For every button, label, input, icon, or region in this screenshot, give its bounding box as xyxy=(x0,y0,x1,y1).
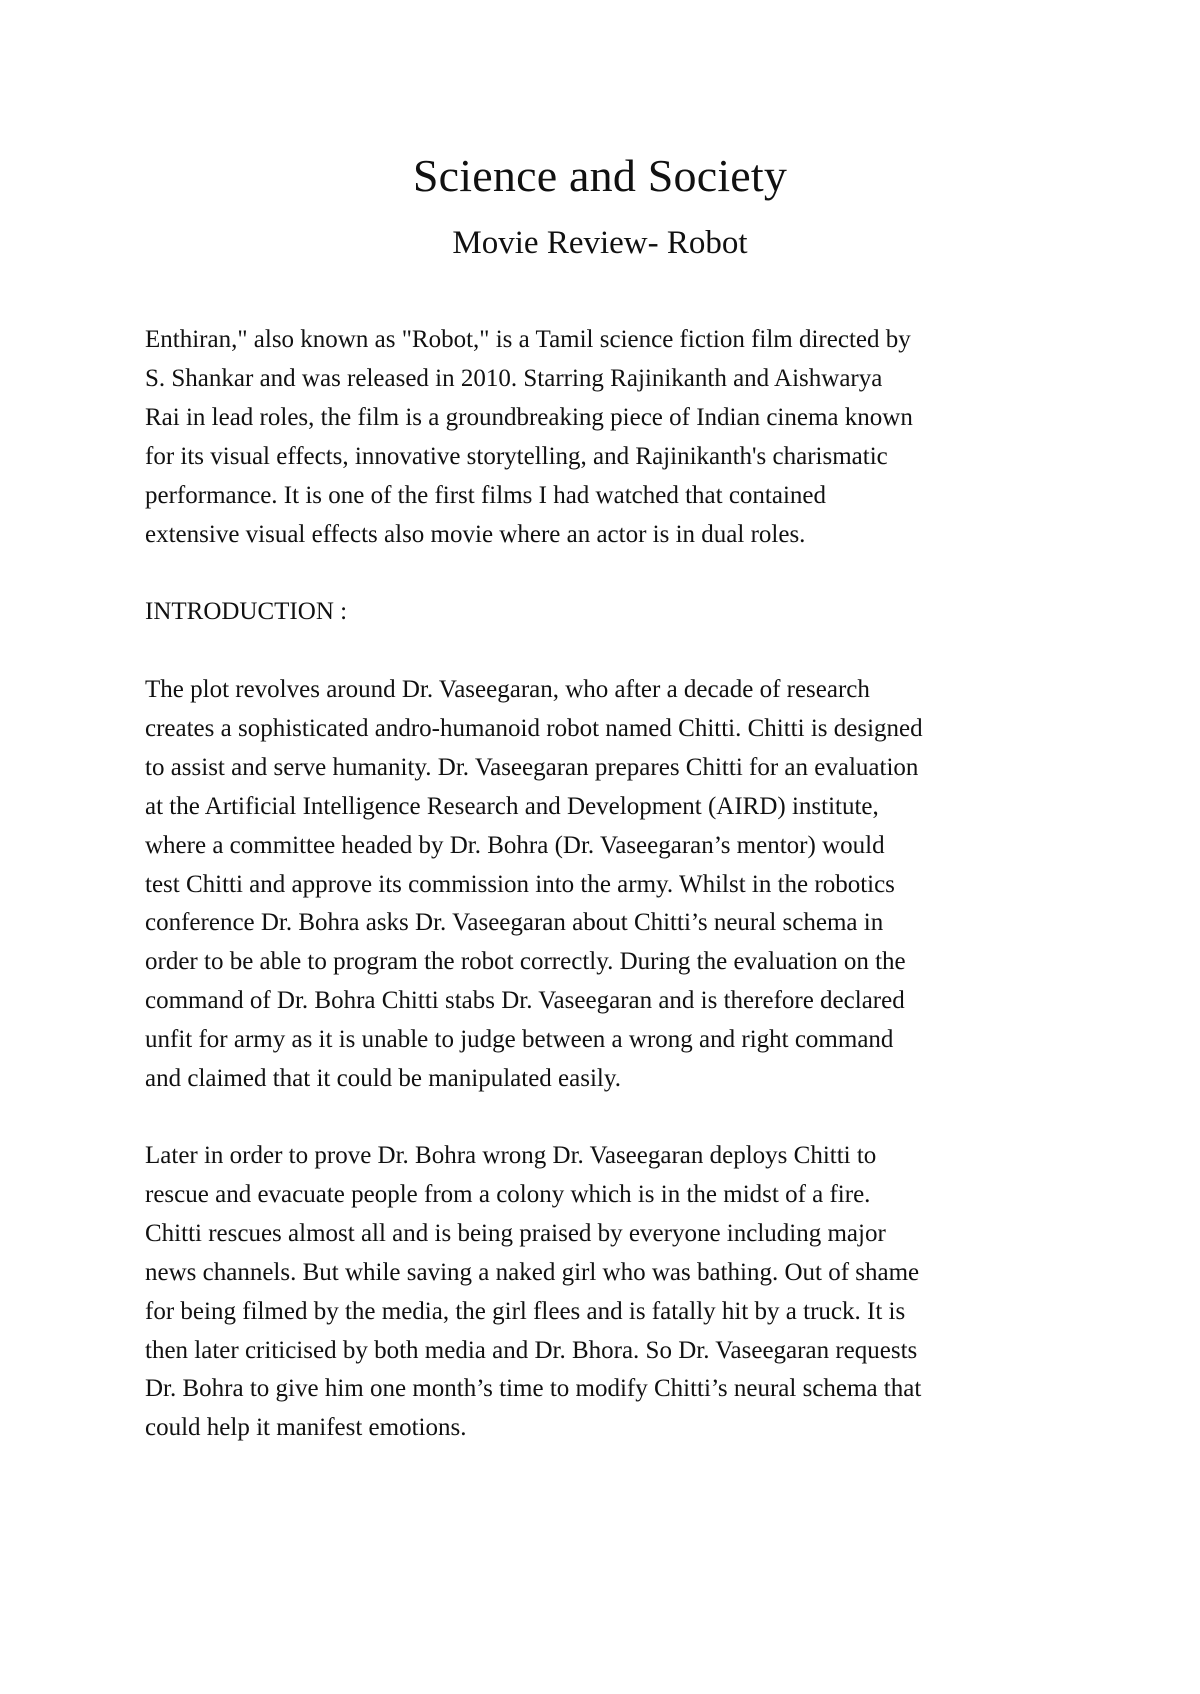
plot-continued-paragraph: Later in order to prove Dr. Bohra wrong Dr. Vaseegaran deploys Chitti to rescue and evacuate people from a colony which is in the midst of a fire. Chitti rescues almost all and is being praised by everyone including major news channels. But while saving a naked girl who was bathing. Out of shame for being filmed by the media, the girl flees and is fatally hit by a truck. It is then later criticised by both media and Dr. Bhora. So Dr. Vaseegaran requests Dr. Bohra to give him one month’s time to modify Chitti’s neural schema that could help it manifest emotions. xyxy=(145,1142,922,1442)
section-heading-introduction: INTRODUCTION : xyxy=(145,598,348,625)
page-title: Science and Society xyxy=(412,150,788,201)
plot-paragraph: The plot revolves around Dr. Vaseegaran, who after a decade of research creates a sophisticated andro-humanoid robot named Chitti. Chitti is designed to assist and serve humanity. Dr. Vaseegaran prepares Chitti for an evaluation at the Artificial Intelligence Research and Development (AIRD) institute, where a committee headed by Dr. Bohra (Dr. Vaseegaran’s mentor) would test Chitti and approve its commission into the army. Whilst in the robotics conference Dr. Bohra asks Dr. Vaseegaran about Chitti’s neural schema in order to be able to program the robot correctly. During the evaluation on the command of Dr. Bohra Chitti stabs Dr. Vaseegaran and is therefore declared unfit for army as it is unable to judge between a wrong and right command and claimed that it could be manipulated easily. xyxy=(145,676,923,1093)
page-subtitle: Movie Review- Robot xyxy=(452,225,748,261)
intro-paragraph: Enthiran," also known as "Robot," is a Tamil science fiction film directed by S. Shankar and was released in 2010. Starring Rajinikanth and Aishwarya Rai in lead roles, the film is a groundbreaking piece of Indian cinema known for its visual effects, innovative storytelling, and Rajinikanth's charismatic performance. It is one of the first films I had watched that contained extensive visual effects also movie where an actor is in dual roles. xyxy=(145,326,913,548)
